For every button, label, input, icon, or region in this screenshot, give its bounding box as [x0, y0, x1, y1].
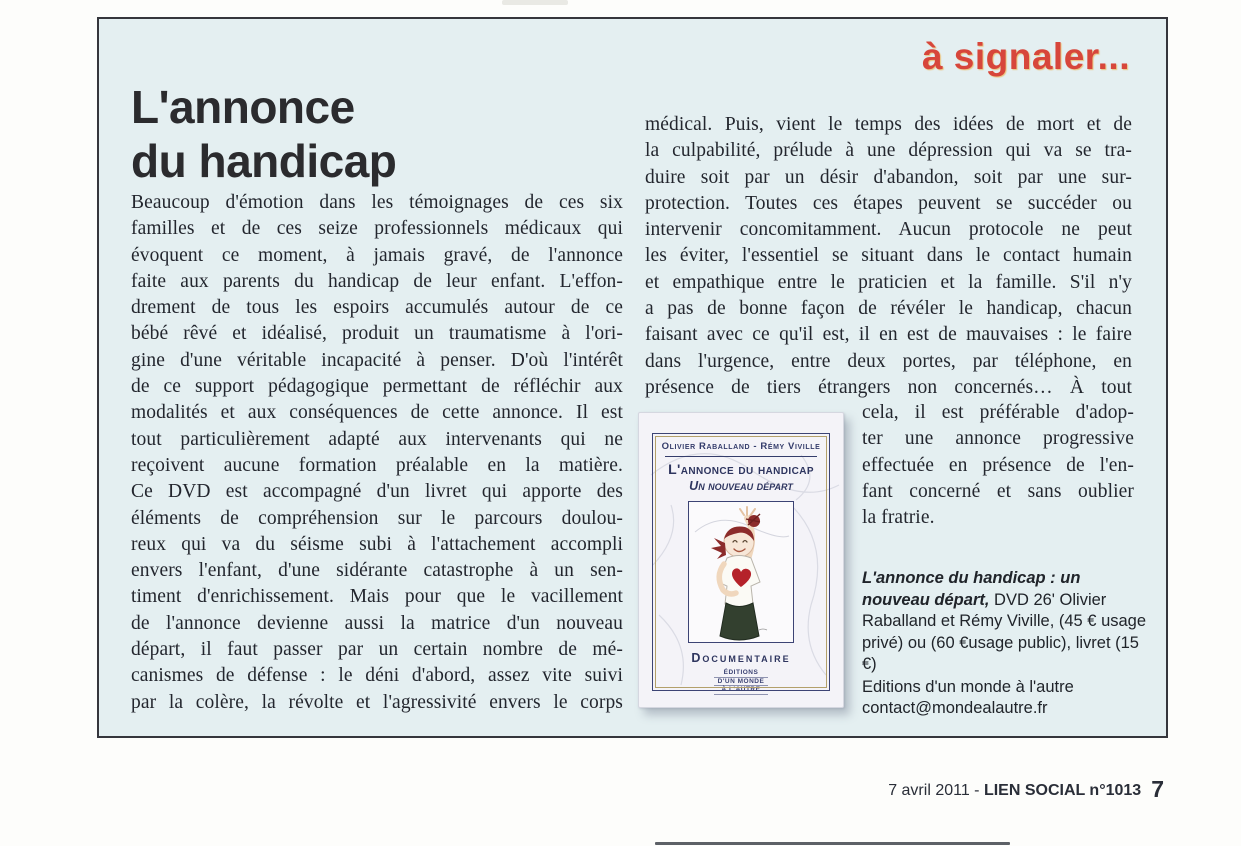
text-line: par la colère, la révolte et l'agressivité envers le corps: [131, 691, 623, 713]
caption-email: contact@mondealautre.fr: [862, 699, 1048, 717]
page-footer: [500, 776, 1164, 803]
text-line: reçoivent aucune formation préalable en la matière.: [131, 454, 623, 476]
text-line: médical. Puis, vient le temps des idées de mort et de: [645, 114, 1132, 135]
text-line: Ce DVD est accompagné d'un livret qui apporte des: [131, 481, 623, 503]
text-line: a pas de bonne façon de révéler le handicap, chacun: [645, 298, 1132, 320]
right-column: [645, 112, 1132, 401]
article-title-line1: L'annonce: [131, 81, 355, 133]
dvd-cover-frame: [652, 433, 830, 691]
left-column: [131, 190, 623, 716]
text-line: la culpabilité, prélude à une dépression qui va se tra-: [645, 140, 1132, 162]
text-line: les éviter, l'essentiel se situant dans le contact humain: [645, 245, 1132, 267]
dvd-publisher-line: D'UN MONDE: [714, 678, 768, 687]
scan-artifact-bottom: [655, 842, 1010, 845]
text-line: reux qui va du séisme subi à l'attachement accompli: [131, 533, 623, 555]
text-line: drement de tous les espoirs accumulés autour de ce: [131, 297, 623, 319]
footer-page-number: 7: [1151, 776, 1164, 802]
dvd-title: L'annonce du handicap: [668, 461, 814, 477]
text-line: évoquent ce moment, à jamais gravé, de l'annonce: [131, 244, 623, 266]
caption-publisher: Editions d'un monde à l'autre: [862, 677, 1074, 696]
text-line: faisant avec ce qu'il est, il en est de mauvaises : le faire: [645, 324, 1132, 346]
dvd-publisher-line: À L'AUTRE: [714, 686, 768, 695]
text-line: de ce support pédagogique permettant de réfléchir aux: [131, 376, 623, 398]
text-line: départ, il faut passer par un certain nombre de mé-: [131, 639, 623, 661]
text-line: cela, il est préférable d'adop-: [862, 402, 1134, 423]
text-line: envers l'enfant, d'une sidérante catastrophe à un sen-: [131, 560, 623, 582]
text-line: timent d'enrichissement. Mais pour que le vacillement: [131, 586, 623, 608]
caption-text: [862, 568, 1150, 676]
section-header: à signaler...: [921, 36, 1130, 77]
dvd-illustration: [688, 501, 794, 643]
text-line: modalités et aux conséquences de cette annonce. Il est: [131, 402, 623, 424]
dvd-caption: [862, 568, 1150, 720]
text-line: et empathique entre le praticien et la famille. S'il n'y: [645, 271, 1132, 293]
article-title-line2: du handicap: [131, 135, 397, 187]
right-column-wrapped-text: [862, 400, 1134, 531]
text-line: éléments de compréhension sur le parcours doulou-: [131, 507, 623, 529]
dvd-divider-rule: [665, 456, 816, 457]
footer-date: 7 avril 2011 -: [888, 782, 984, 799]
text-line: faite aux parents du handicap de leur enfant. L'effon-: [131, 270, 623, 292]
text-line: canismes de défense : le déni d'abord, assez vite suivi: [131, 665, 623, 687]
text-line: protection. Toutes ces étapes peuvent se succéder ou: [645, 192, 1132, 214]
dvd-genre-label: Documentaire: [691, 651, 791, 665]
text-line: effectuée en présence de l'en-: [862, 454, 1134, 476]
text-line: tout particulièrement adapté aux intervenants qui ne: [131, 428, 623, 450]
text-line: présence de tiers étrangers non concernés… À tout: [645, 376, 1132, 398]
girl-illustration: [689, 502, 793, 642]
text-line: de l'annonce devienne aussi la matrice d'un nouveau: [131, 612, 623, 634]
caption-work-title: L'annonce du handicap : un nouveau départ,: [862, 569, 1081, 609]
text-line: ter une annonce progressive: [862, 428, 1134, 450]
dvd-cover: [638, 412, 844, 708]
text-line: la fratrie.: [862, 507, 935, 529]
text-line: bébé rêvé et idéalisé, produit un traumatisme à l'ori-: [131, 323, 623, 345]
scan-artifact-top: [502, 0, 568, 5]
footer-publication: LIEN SOCIAL n°1013: [983, 782, 1142, 799]
text-line: Beaucoup d'émotion dans les témoignages de ces six: [131, 192, 623, 213]
dvd-cover-card: [638, 412, 844, 708]
dvd-subtitle: Un nouveau départ: [689, 479, 793, 493]
text-line: dans l'urgence, entre deux portes, par téléphone, en: [645, 350, 1132, 372]
dvd-publisher-line: ÉDITIONS: [714, 669, 768, 678]
dvd-authors: Olivier Raballand - Rémy Viville: [661, 441, 821, 452]
dvd-publisher-logo: [653, 669, 829, 695]
text-line: familles et de ces seize professionnels médicaux qui: [131, 218, 623, 240]
text-line: intervenir concomitamment. Aucun protocole ne peut: [645, 219, 1132, 241]
text-line: duire soit par un désir d'abandon, soit par une sur-: [645, 166, 1132, 188]
text-line: fant concerné et sans oublier: [862, 480, 1134, 502]
caption-details: DVD 26' Olivier Raballand et Rémy Viville, (45 € usage privé) ou (60 €usage public), livret (15 €): [862, 590, 1147, 673]
article-title: [131, 80, 551, 188]
text-line: gine d'une véritable incapacité à penser. D'où l'intérêt: [131, 349, 623, 371]
